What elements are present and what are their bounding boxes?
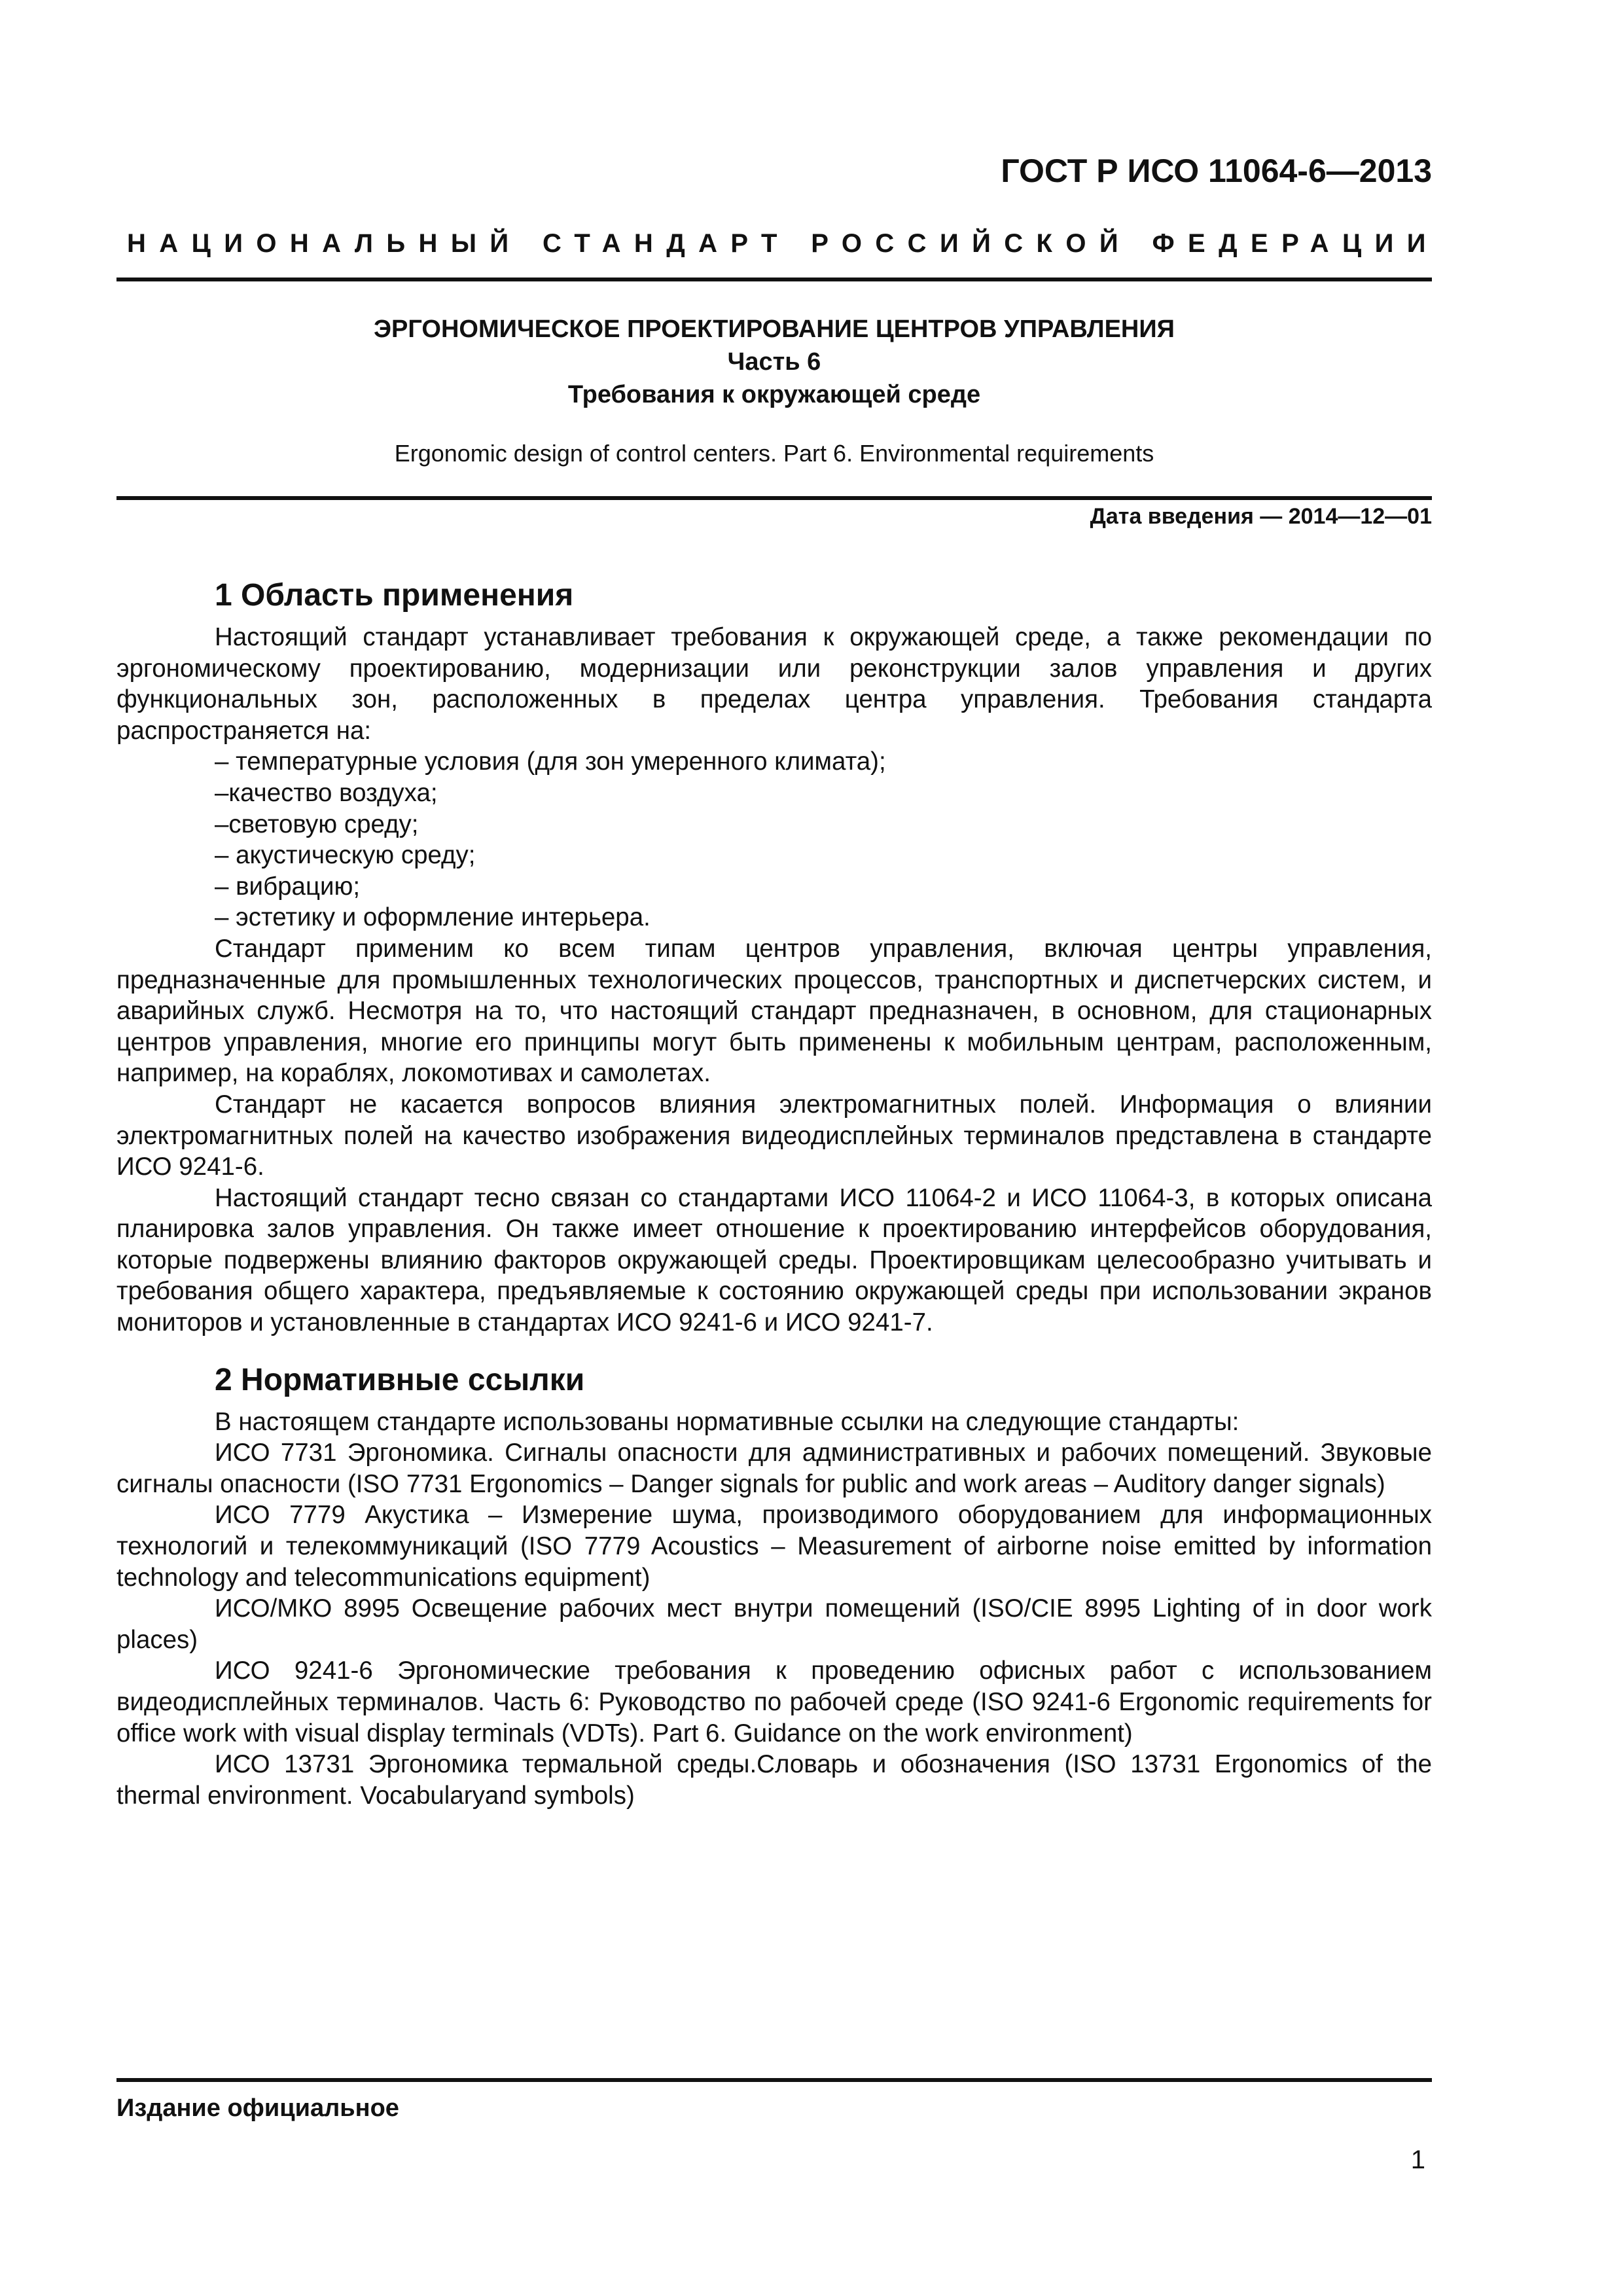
section-1-heading: 1 Область применения <box>215 578 574 613</box>
document-number: ГОСТ Р ИСО 11064-6—2013 <box>1001 152 1432 189</box>
national-standard-line: НАЦИОНАЛЬНЫЙ СТАНДАРТ РОССИЙСКОЙ ФЕДЕРАЦИИ <box>127 229 1439 258</box>
list-item: –качество воздуха; <box>215 778 438 807</box>
reference-item: ИСО 13731 Эргономика термальной среды.Словарь и обозначения (ISO 13731 Ergonomics of the thermal environment. Vocabularyand symbols) <box>116 1750 1432 1810</box>
middle-rule <box>116 496 1432 500</box>
official-edition-label: Издание официальное <box>116 2094 399 2122</box>
reference-item: ИСО 9241-6 Эргономические требования к проведению офисных работ с использованием видеодисплейных терминалов. Часть 6: Руководство по рабочей среде (ISO 9241-6 Ergonomic requirements for office work with visual display terminals (VDTs). Part 6. Guidance on the work environment) <box>116 1657 1432 1748</box>
section-2-intro: В настоящем стандарте использованы нормативные ссылки на следующие стандарты: <box>215 1407 1240 1436</box>
top-rule <box>116 278 1432 281</box>
section-1-paragraph-1: Настоящий стандарт устанавливает требования к окружающей среде, а также рекомендации по эргономическому проектированию, модернизации или реконструкции залов управления и других функциональных зон, расположенных в пределах центра управления. Требования стандарта распространяется на: <box>116 623 1432 745</box>
section-1-paragraph-4: Настоящий стандарт тесно связан со стандартами ИСО 11064-2 и ИСО 11064-3, в которых описана планировка залов управления. Он также имеет отношение к проектированию интерфейсов оборудования, которые подвержены влиянию факторов окружающей среды. Проектировщикам целесообразно учитывать и требования общего характера, предъявляемые к состоянию окружающей среды при использовании экранов мониторов и установленные в стандартах ИСО 9241-6 и ИСО 9241-7. <box>116 1183 1432 1337</box>
reference-item: ИСО/МКО 8995 Освещение рабочих мест внутри помещений (ISO/CIE 8995 Lighting of in door work places) <box>116 1594 1432 1654</box>
section-1-paragraph-2: Стандарт применим ко всем типам центров управления, включая центры управления, предназначенные для промышленных технологических процессов, транспортных и диспетчерских систем, и аварийных служб. Несмотря на то, что настоящий стандарт предназначен, в основном, для стационарных центров управления, многие его принципы могут быть применены к мобильным центрам, расположенным, например, на кораблях, локомотивах и самолетах. <box>116 934 1432 1088</box>
title-block <box>116 313 1432 411</box>
title-line-1: ЭРГОНОМИЧЕСКОЕ ПРОЕКТИРОВАНИЕ ЦЕНТРОВ УПРАВЛЕНИЯ <box>374 315 1175 343</box>
title-part: Часть 6 <box>727 348 821 376</box>
section-2-heading: 2 Нормативные ссылки <box>215 1362 585 1397</box>
section-gap <box>116 1338 1432 1354</box>
section-1-paragraph-3: Стандарт не касается вопросов влияния электромагнитных полей. Информация о влиянии электромагнитных полей на качество изображения видеодисплейных терминалов представлена в стандарте ИСО 9241-6. <box>116 1090 1432 1181</box>
list-item: –световую среду; <box>215 810 419 838</box>
reference-item: ИСО 7731 Эргономика. Сигналы опасности для административных и рабочих помещений. Звуковые сигналы опасности (ISO 7731 Ergonomics – Danger signals for public and work areas – Auditory danger signals) <box>116 1439 1432 1498</box>
english-title: Ergonomic design of control centers. Part 6. Environmental requirements <box>394 440 1154 467</box>
list-item: – эстетику и оформление интерьера. <box>215 903 651 932</box>
list-item: – акустическую среду; <box>215 841 476 870</box>
title-subtitle: Требования к окружающей среде <box>567 381 981 408</box>
document-page <box>116 0 1439 2296</box>
list-item: – вибрацию; <box>215 872 361 901</box>
bottom-rule <box>116 2078 1432 2082</box>
document-body <box>116 569 1432 1811</box>
introduction-date: Дата введения — 2014—12—01 <box>1090 504 1432 529</box>
page-number: 1 <box>1410 2145 1425 2174</box>
reference-item: ИСО 7779 Акустика – Измерение шума, производимого оборудованием для информационных технологий и телекоммуникаций (ISO 7779 Acoustics – Measurement of airborne noise emitted by information technology and telecommunications equipment) <box>116 1501 1432 1592</box>
list-item: – температурные условия (для зон умеренного климата); <box>215 747 886 776</box>
